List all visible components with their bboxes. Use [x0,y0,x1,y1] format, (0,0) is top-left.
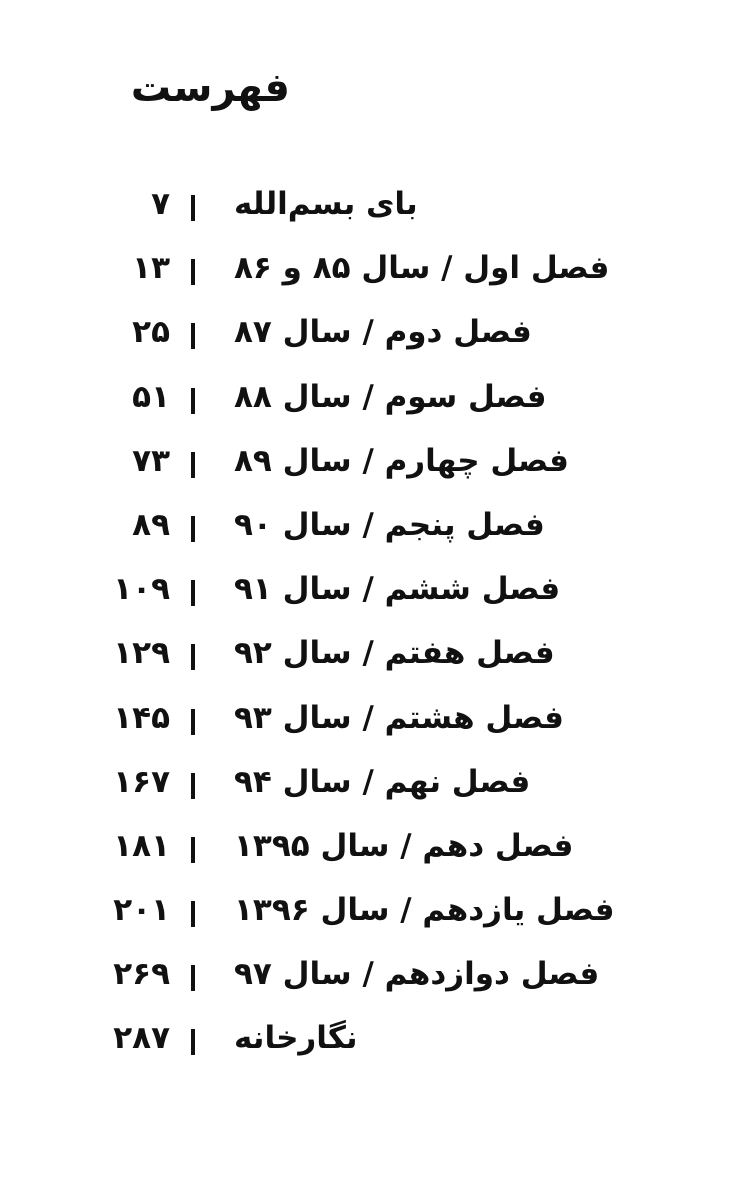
separator-bar [191,388,195,414]
separator-bar [191,709,195,735]
entry-label: نگارخانه [234,1020,358,1057]
toc-entry-8[interactable] [0,627,729,691]
separator-bar [191,195,195,221]
separator-bar [191,965,195,991]
separator-bar [191,773,195,799]
toc-entry-12[interactable] [0,884,729,948]
toc-entry-13[interactable] [0,948,729,1012]
entry-label: بای بسم‌الله [234,186,418,222]
separator-bar [191,323,195,349]
entry-label: فصل چهارم / سال ۸۹ [234,442,569,479]
page-number: ۱۴۵ [113,699,170,736]
toc-entry-9[interactable] [0,692,729,756]
entry-label: فصل پنجم / سال ۹۰ [234,506,545,543]
toc-entry-14[interactable] [0,1012,729,1076]
page-number: ۷ [151,186,170,222]
page-number: ۸۹ [132,506,170,543]
toc-entry-3[interactable] [0,306,729,370]
page-number: ۱۸۱ [113,827,170,864]
page-number: ۱۲۹ [113,635,170,672]
page-number: ۱۳ [132,250,170,287]
separator-bar [191,644,195,670]
page-number: ۲۸۷ [113,1020,170,1057]
page-number: ۷۳ [132,442,170,479]
toc-entry-10[interactable] [0,756,729,820]
entry-label: فصل ششم / سال ۹۱ [234,571,561,608]
page-title: فهرست [130,65,290,111]
page-number: ۲۰۱ [113,892,170,929]
separator-bar [191,580,195,606]
entry-label: فصل دوازدهم / سال ۹۷ [234,956,600,993]
toc-entry-5[interactable] [0,435,729,499]
separator-bar [191,837,195,863]
entry-label: فصل یازدهم / سال ۱۳۹۶ [234,892,615,929]
separator-bar [191,516,195,542]
entry-label: فصل نهم / سال ۹۴ [234,763,531,800]
toc-entry-11[interactable] [0,820,729,884]
toc-entry-2[interactable] [0,242,729,306]
toc-entry-6[interactable] [0,499,729,563]
entry-label: فصل هشتم / سال ۹۳ [234,699,564,736]
separator-bar [191,1029,195,1055]
entry-label: فصل دوم / سال ۸۷ [234,314,532,351]
toc-list [0,178,729,1077]
toc-entry-4[interactable] [0,371,729,435]
page-number: ۱۶۷ [113,763,170,800]
separator-bar [191,452,195,478]
entry-label: فصل هفتم / سال ۹۲ [234,635,555,672]
toc-entry-1[interactable] [0,178,729,242]
page-number: ۵۱ [132,378,170,415]
toc-entry-7[interactable] [0,563,729,627]
separator-bar [191,259,195,285]
entry-label: فصل سوم / سال ۸۸ [234,378,547,415]
page-number: ۲۶۹ [113,956,170,993]
entry-label: فصل اول / سال ۸۵ و ۸۶ [234,250,610,287]
entry-label: فصل دهم / سال ۱۳۹۵ [234,827,574,864]
page-number: ۲۵ [132,314,170,351]
page-number: ۱۰۹ [113,571,170,608]
separator-bar [191,901,195,927]
